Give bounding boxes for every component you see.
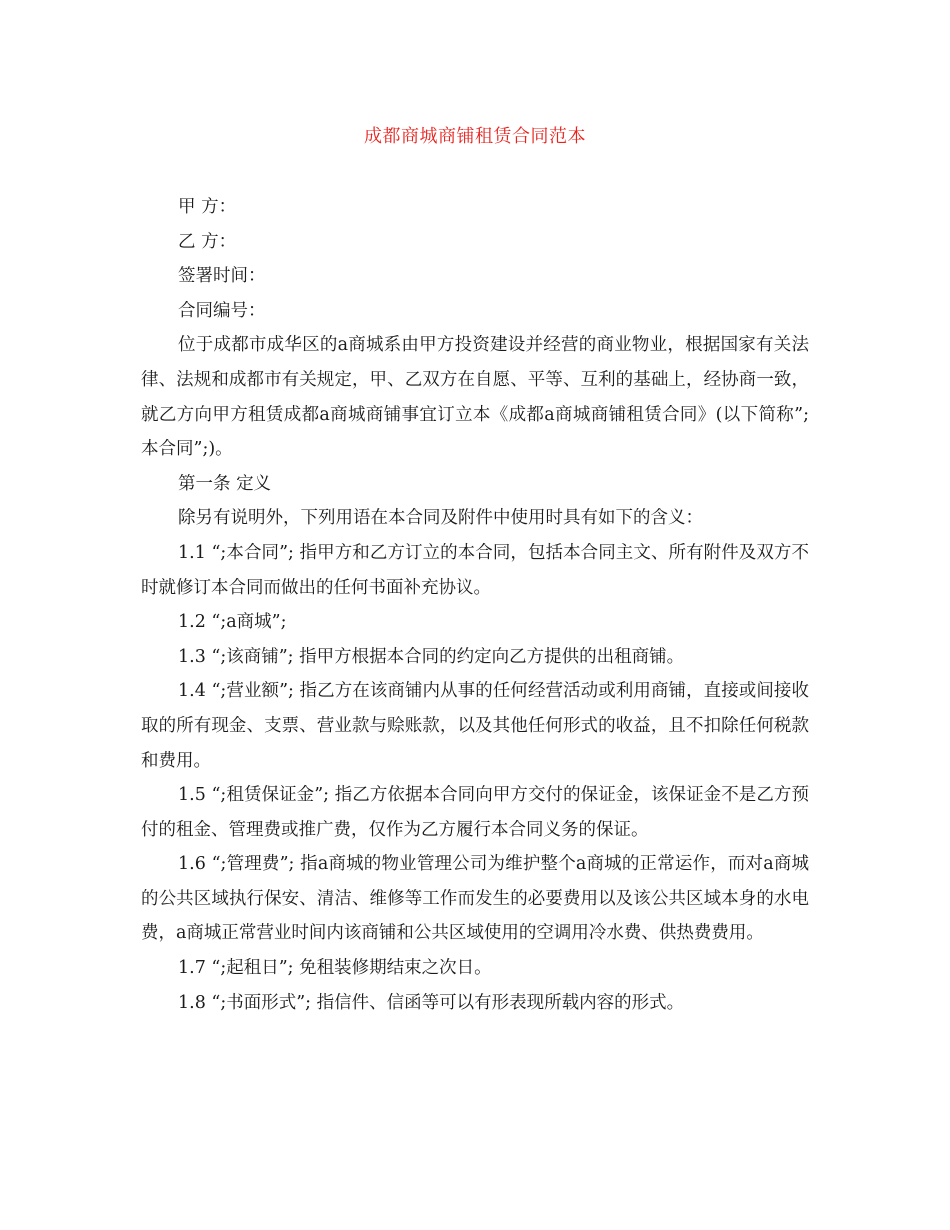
document-body [141,190,809,1020]
definition-1-7: 1.7 “;起租日”; 免租装修期结束之次日。 [178,958,492,979]
definition-1-6: 1.6 “;管理费”; 指a商城的物业管理公司为维护整个a商城的正常运作，而对a商城的公共区域执行保安、清洁、维修等工作而发生的必要费用以及该公共区域本身的水电费，a商城正常营业时间内该商铺和公共区域使用的空调用冷水费、供热费费用。 [141,854,809,944]
definition-1-2: 1.2 “;a商城”; [178,612,287,633]
definition-1-3: 1.3 “;该商铺”; 指甲方根据本合同的约定向乙方提供的出租商铺。 [178,646,685,667]
definition-1-8: 1.8 “;书面形式”; 指信件、信函等可以有形表现所载内容的形式。 [178,992,685,1013]
document-title: 成都商城商铺租赁合同范本 [364,126,586,147]
definition-1-5: 1.5 “;租赁保证金”; 指乙方依据本合同向甲方交付的保证金，该保证金不是乙方预付的租金、管理费或推广费，仅作为乙方履行本合同义务的保证。 [141,785,809,840]
signing-date-line: 签署时间： [178,266,266,287]
party-b-line: 乙 方： [178,231,237,252]
article-one-heading: 第一条 定义 [178,473,272,494]
definition-1-4: 1.4 “;营业额”; 指乙方在该商铺内从事的任何经营活动或利用商铺，直接或间接收取的所有现金、支票、营业款与赊账款，以及其他任何形式的收益，且不扣除任何税款和费用。 [141,681,809,771]
party-a-line: 甲 方： [178,197,237,217]
definition-1-1: 1.1 “;本合同”; 指甲方和乙方订立的本合同，包括本合同主文、所有附件及双方不时就修订本合同而做出的任何书面补充协议。 [141,542,809,598]
definitions-intro: 除另有说明外，下列用语在本合同及附件中使用时具有如下的含义： [178,508,703,529]
preamble-paragraph: 位于成都市成华区的a商城系由甲方投资建设并经营的商业物业，根据国家有关法律、法规和成都市有关规定，甲、乙双方在自愿、平等、互利的基础上，经协商一致，就乙方向甲方租赁成都a商城商铺事宜订立本《成都a商城商铺租赁合同》(以下简称”;本合同”;)。 [141,335,809,460]
contract-number-line: 合同编号： [178,300,266,321]
